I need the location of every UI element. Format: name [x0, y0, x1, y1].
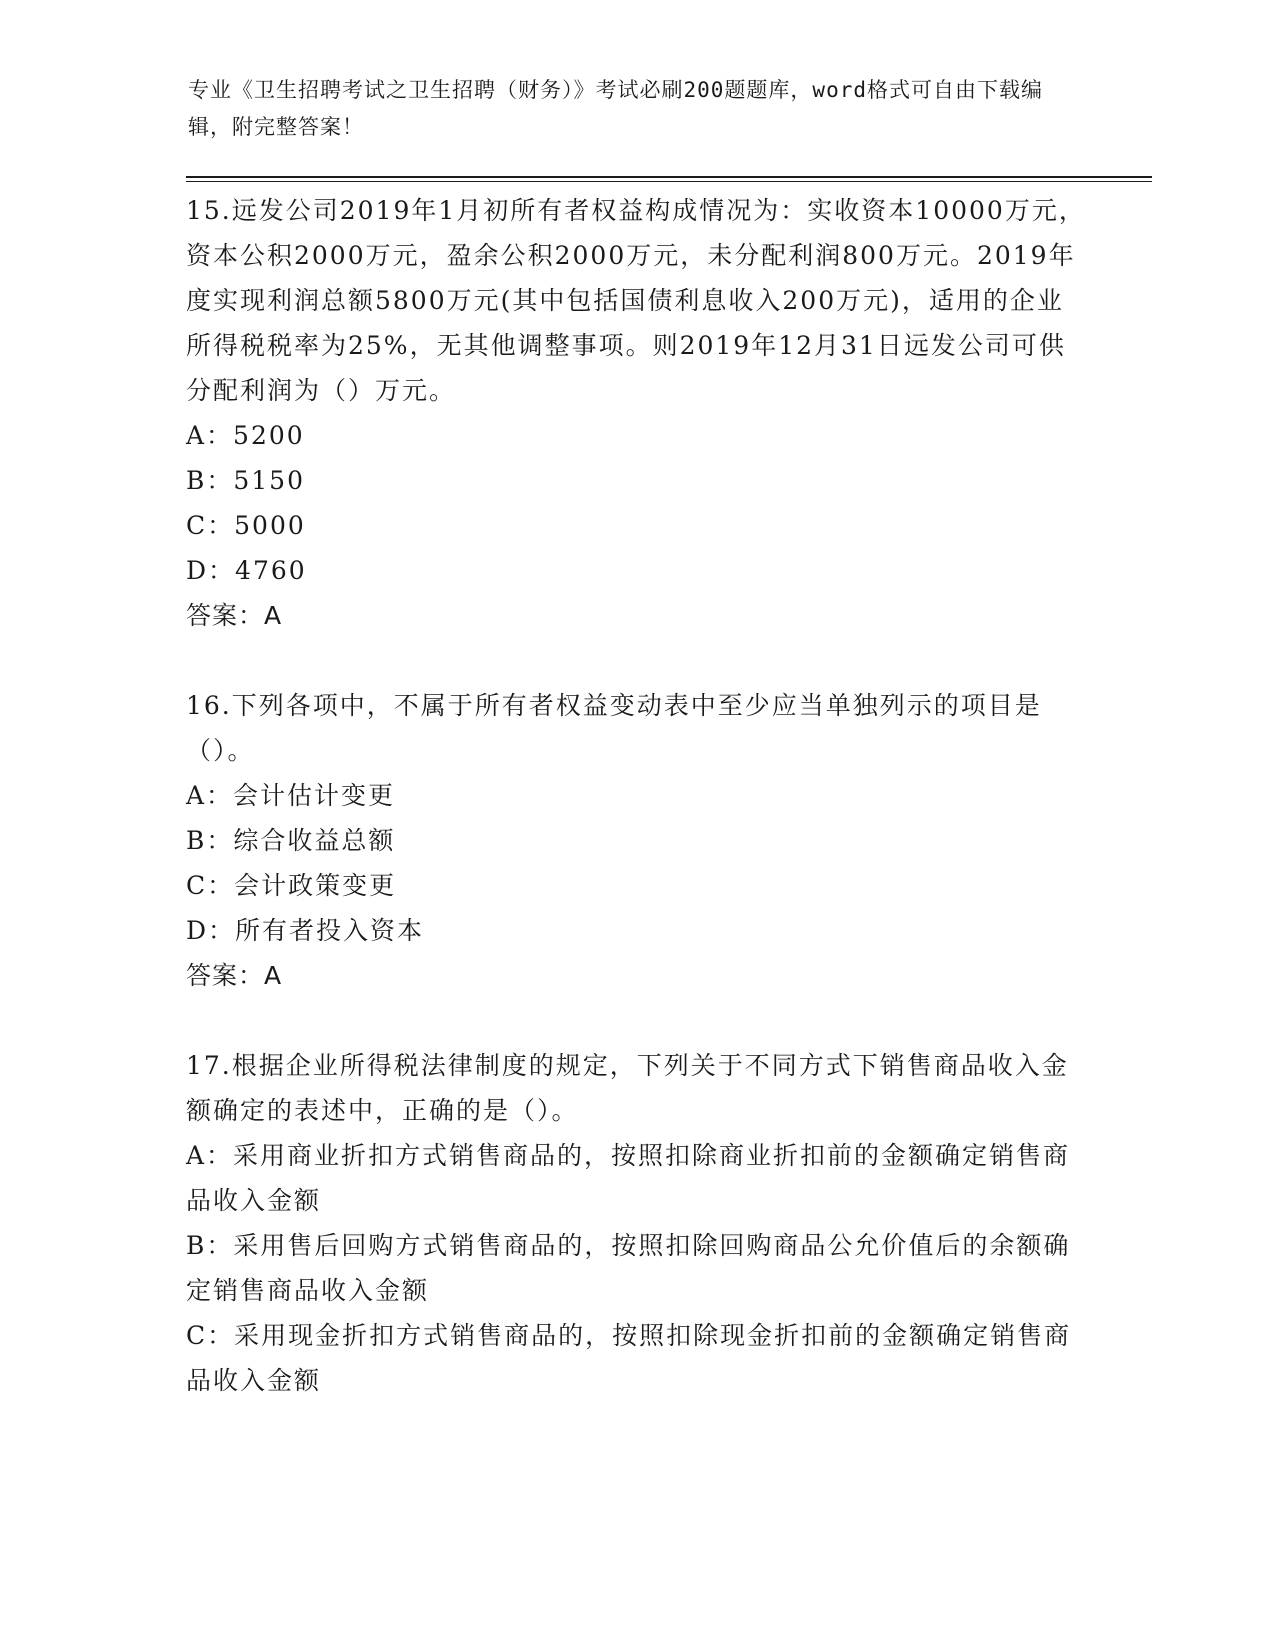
header-rule-thin	[186, 181, 1152, 182]
option-a: A：会计估计变更	[186, 781, 396, 810]
option-b: B：5150	[186, 466, 305, 495]
option-c: C：5000	[186, 511, 306, 540]
answer-text: 答案：A	[186, 601, 283, 630]
option-c: C：会计政策变更	[186, 871, 397, 900]
option-b: B：采用售后回购方式销售商品的，按照扣除回购商品公允价值后的余额确定销售商品收入金额	[186, 1231, 1071, 1305]
option-d: D：4760	[186, 556, 307, 585]
header-rule-thick	[186, 176, 1152, 178]
option-b: B：综合收益总额	[186, 826, 396, 855]
option-c: C：采用现金折扣方式销售商品的，按照扣除现金折扣前的金额确定销售商品收入金额	[186, 1321, 1072, 1395]
question-text: 17.根据企业所得税法律制度的规定，下列关于不同方式下销售商品收入金额确定的表述中，正确的是（）。	[186, 1051, 1069, 1125]
question-15	[186, 188, 1086, 638]
option-a: A：采用商业折扣方式销售商品的，按照扣除商业折扣前的金额确定销售商品收入金额	[186, 1141, 1071, 1215]
question-text: 16.下列各项中，不属于所有者权益变动表中至少应当单独列示的项目是（）。	[186, 691, 1042, 765]
option-d: D：所有者投入资本	[186, 916, 425, 945]
answer-text: 答案：A	[186, 961, 283, 990]
document-header	[188, 72, 1068, 146]
question-16	[186, 683, 1086, 998]
question-17	[186, 1043, 1086, 1403]
option-a: A：5200	[186, 421, 305, 450]
header-intro-text: 专业《卫生招聘考试之卫生招聘（财务）》考试必刷200题题库，word格式可自由下载编辑，附完整答案！	[188, 78, 1043, 139]
question-list	[186, 188, 1086, 1448]
question-text: 15.远发公司2019年1月初所有者权益构成情况为：实收资本10000万元，资本公积2000万元，盈余公积2000万元，未分配利润800万元。2019年度实现利润总额5800万元(其中包括国债利息收入200万元)，适用的企业所得税税率为25%，无其他调整事项。则2019年12月31日远发公司可供分配利润为（）万元。	[186, 196, 1086, 405]
